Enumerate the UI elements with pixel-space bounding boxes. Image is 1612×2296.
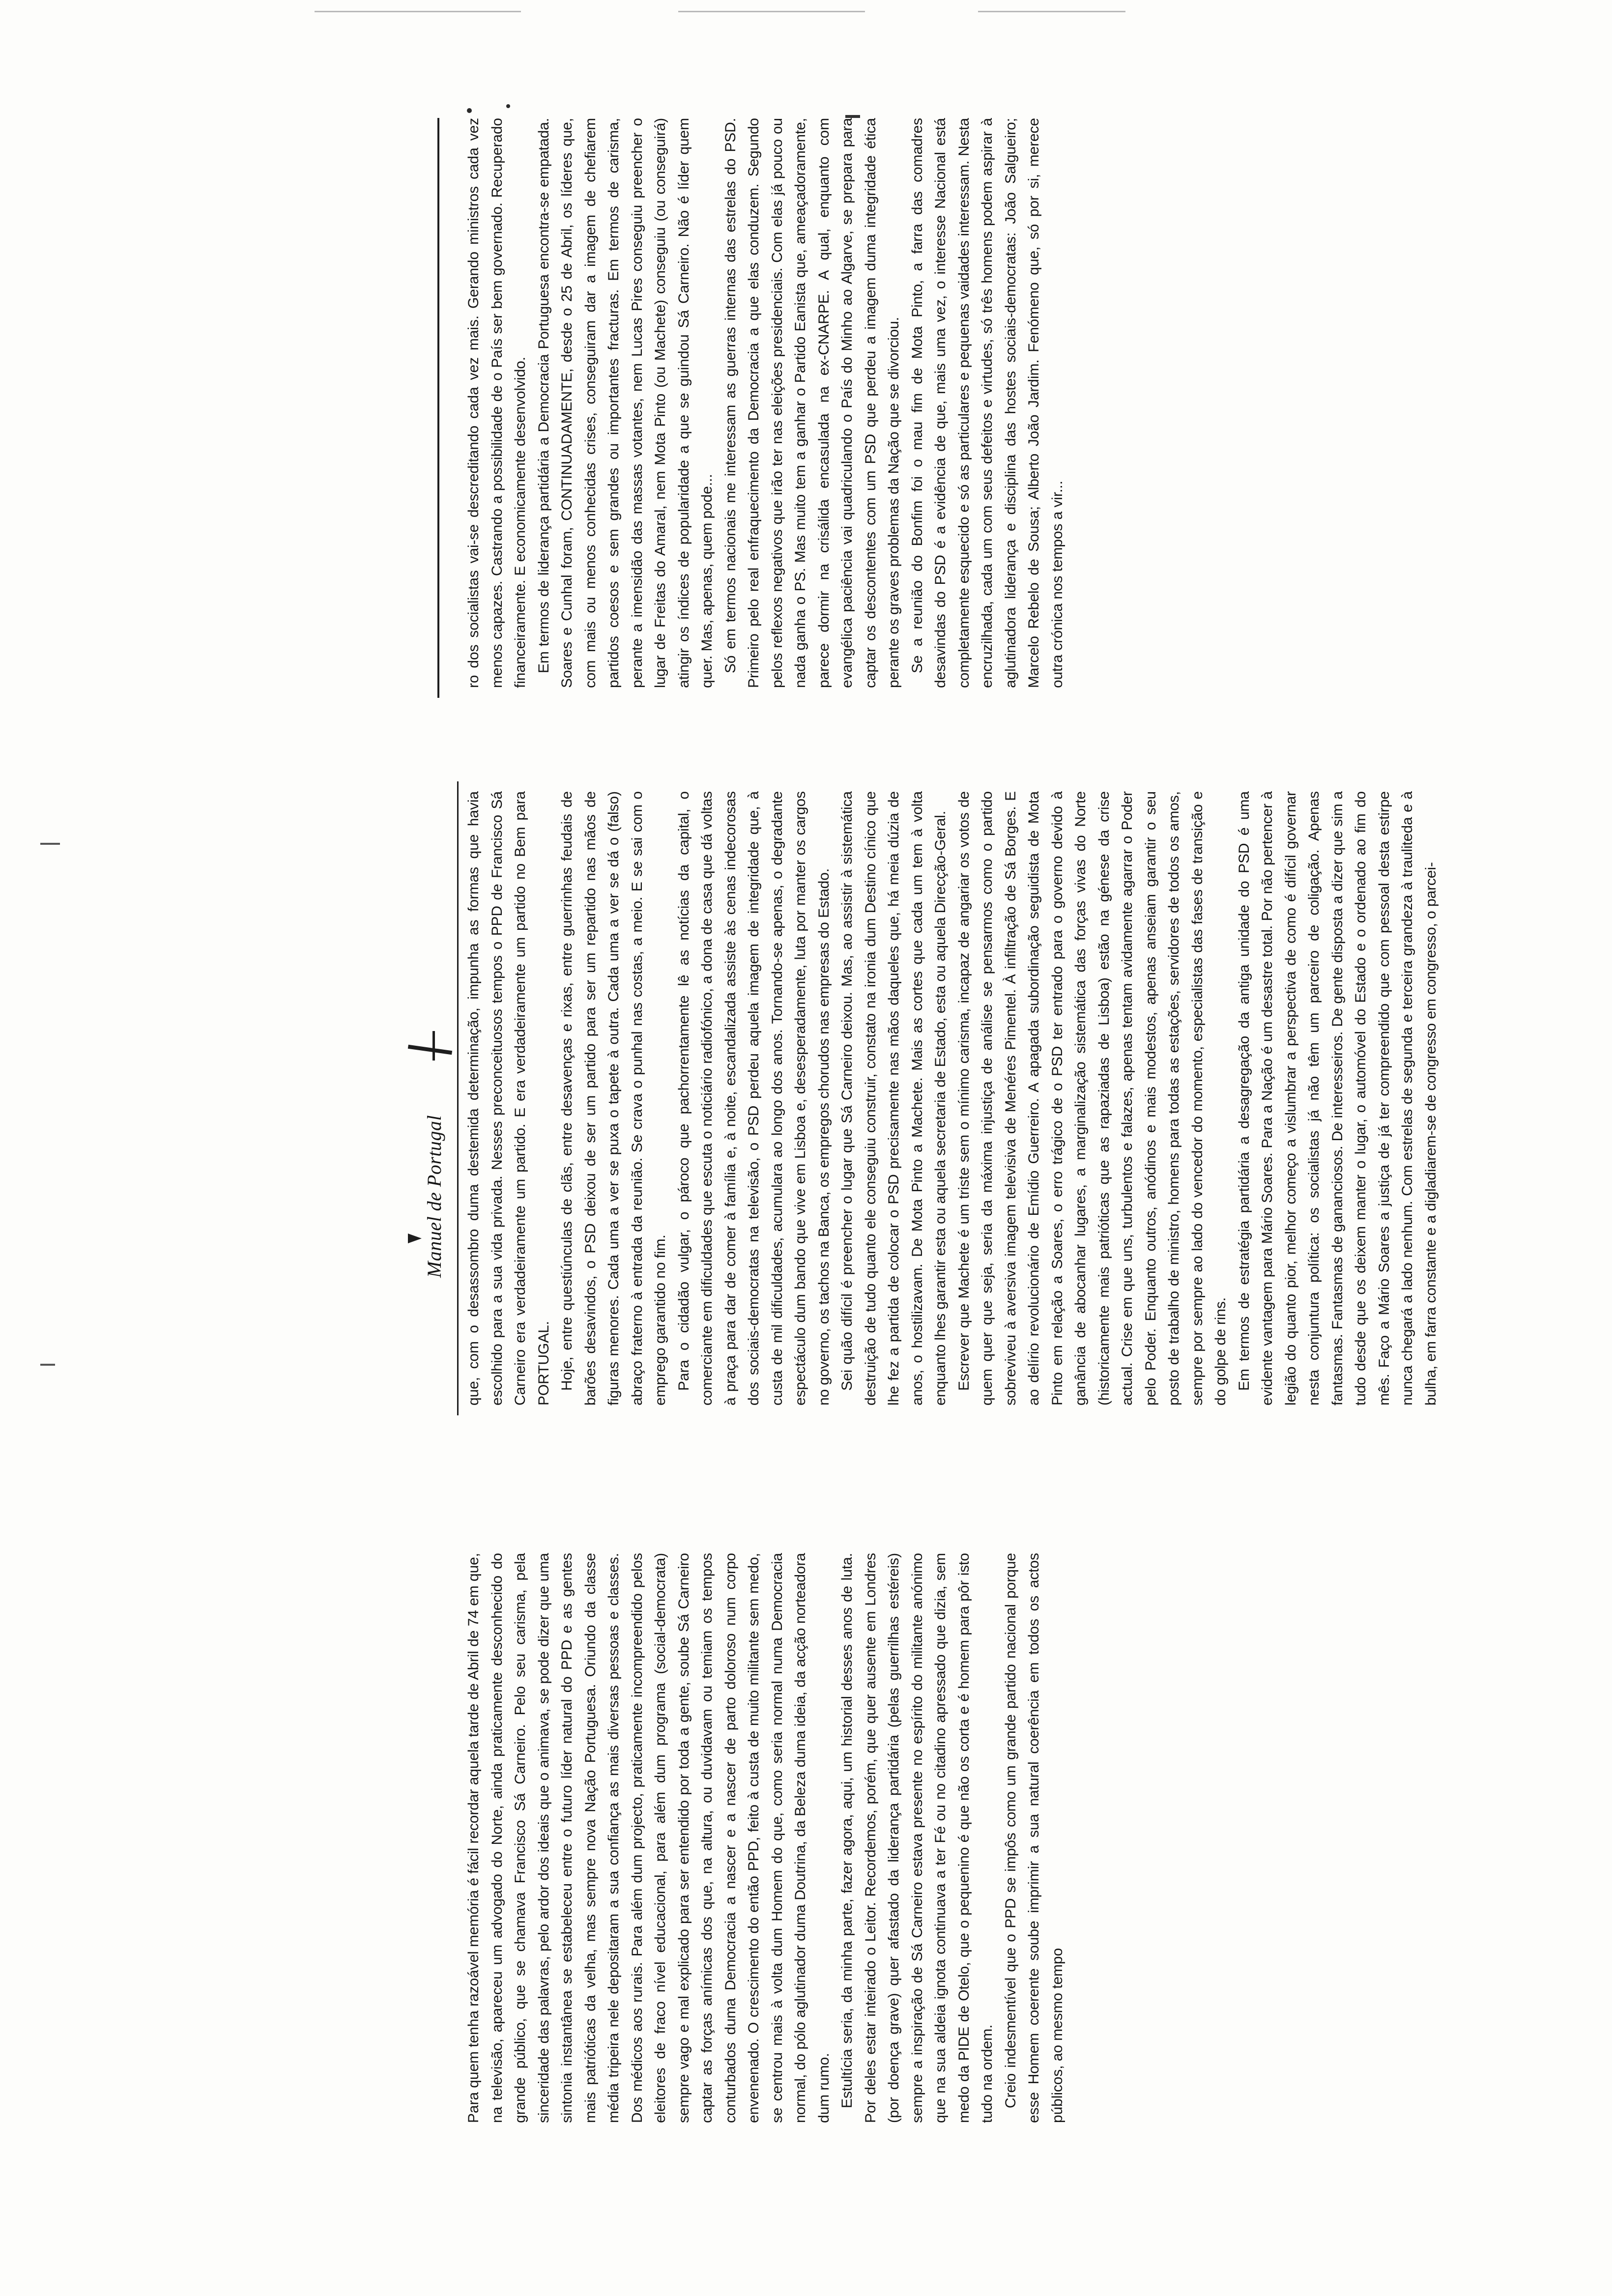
newspaper-clipping — [403, 79, 1612, 2152]
paragraph: Em termos de estratégia partidária a desagregação da antiga unidade do PSD é uma evidente vantagem para Mário Soares. Para a Nação é um desastre total. Por não pertencer à legião do quanto pior, melhor começo a vislumbrar a perspectiva de como é difícil governar nesta conjuntura política: os socialistas já não têm um parceiro de coligação. Apenas fantasmas. Fantasmas de gananciosos. De interesseiros. De gente disposta a dizer que sim a tudo desde que os deixem manter o lugar, o automóvel do Estado e o ordenado ao fim do mês. Faço a Mário Soares a justiça de já ter compreendido que com pessoal desta estirpe nunca chegará a lado nenhum. Com estrelas de segunda e terceira grandeza à trauliteda e à bulha, em farra constante e a digladiarem-se de congresso em congresso, o parcei- — [1236, 791, 1439, 1406]
paragraph: Em termos de liderança partidária a Democracia Portuguesa encontra-se empatada. Soares e Cunhal foram, CONTINUADAMENTE, desde o 25 de Abril, os líderes que, com mais ou menos conhecidas crises, conseguiram dar a imagem de chefiarem partidos coesos e sem grandes ou importantes fracturas. Em termos de carisma, perante a imensidão das massas votantes, nem Lucas Pires conseguiu preencher o lugar de Freitas do Amaral, nem Mota Pinto (ou Machete) conseguiu (ou conseguirá) atingir os índices de popularidade a que se guindou Sá Carneiro. Não é líder quem quer. Mas, apenas, quem pode... — [535, 118, 715, 688]
byline-marker-glyph — [408, 1234, 422, 1243]
left-margin-mark-1 — [40, 843, 60, 845]
ink-mark — [408, 1045, 452, 1055]
top-edge-mark-3 — [978, 11, 1125, 12]
paragraph: Se a reunião do Bonfim foi o mau fim de Mota Pinto, a farra das comadres desavindas do PSD é a evidência de que, mais uma vez, o interesse Nacional está completamente esquecido e só as particulares e pequenas vaidades interessam. Nesta encruzilhada, cada um com seus defeitos e virtudes, só três homens podem aspirar à aglutinadora liderança e disciplina das hostes sociais-democratas: João Salgueiro; Marcelo Rebelo de Sousa; Alberto João Jardim. Fenómeno que, só por si, merece outra crónica nos tempos a vir... — [909, 118, 1065, 688]
article-column-1 — [462, 1553, 1612, 2123]
paragraph: Sei quão difícil é preencher o lugar que Sá Carneiro deixou. Mas, ao assistir à sistemática destruição de tudo quanto ele conseguiu construir, constato na ironia dum Destino cínico que lhe fez a partida de colocar o PSD precisamente nas mãos daqueles que, há meia dúzia de anos, o hostilizavam. De Mota Pinto a Machete. Mais as cortes que cada um tem à volta enquanto lhes garantir esta ou aquela secretaria de Estado, esta ou aquela Direcção-Geral. — [839, 791, 949, 1406]
paragraph: ro dos socialistas vai-se descreditando cada vez mais. Gerando ministros cada vez menos capazes. Castrando a possibilidade de o País ser bem governado. Recuperado financeiramente. E economicamente desenvolvido. — [465, 118, 528, 688]
paragraph: Para o cidadão vulgar, o pároco que pachorrentamente lê as notícias da capital, o comerciante em dificuldades que escuta o noticiário radiofónico, a dona de casa que dá voltas à praça para dar de comer à família e, à noite, escandalizada assiste às cenas indecorosas dos sociais-democratas na televisão, o PSD perdeu aquela imagem de integridade que, à custa de mil dificuldades, acumulara ao longo dos anos. Tornando-se apenas, o degradante espectáculo dum bando que vive em Lisboa e, desesperadamente, luta por manter os cargos no governo, os tachos na Banca, os empregos chorudos nas empresas do Estado. — [675, 791, 832, 1406]
paragraph: Estultícia seria, da minha parte, fazer agora, aqui, um historial desses anos de luta. Por deles estar inteirado o Leitor. Recordemos, porém, que quer ausente em Londres (por doença grave) quer afastado da liderança partidária (pelas guerrilhas estéreis) sempre a inspiração de Sá Carneiro estava presente no espírito do militante anónimo que na sua aldeia ignota continuava a ter Fé ou no citadino apressado que dizia, sem medo da PIDE de Otelo, que o pequenino é que não os corta e é homem para pôr isto tudo na ordem. — [839, 1553, 995, 2123]
top-edge-mark-1 — [315, 11, 521, 12]
scan-speck — [467, 108, 472, 113]
paragraph: Creio indesmentível que o PPD se impôs como um grande partido nacional porque esse Homem coerente soube imprimir a sua natural coerência em todos os actos públicos, ao mesmo tempo — [1002, 1553, 1065, 2123]
top-rule — [437, 118, 439, 698]
scan-speck — [506, 104, 510, 108]
ink-mark — [432, 1031, 435, 1061]
paragraph: que, com o desassombro duma destemida determinação, impunha as formas que havia escolhido para a sua vida privada. Nesses preconceituosos tempos o PPD de Francisco Sá Carneiro era verdadeiramente um partido. E era verdadeiramente um partido no Bem para PORTUGAL. — [465, 791, 552, 1406]
byline-rule — [457, 781, 459, 1415]
byline: Manuel de Portugal — [423, 1115, 445, 1278]
left-margin-mark-2 — [40, 1364, 55, 1366]
article-column-3 — [462, 118, 1612, 688]
paragraph: Hoje, entre questiúnculas de clãs, entre desavenças e rixas, entre guerrinhas feudais de barões desavindos, o PSD deixou de ser um partido para ser um repartido nas mãos de figuras menores. Cada uma a ver se puxa o tapete à outra. Cada uma a ver se dá o (falso) abraço fraterno à entrada da reunião. Se crava o punhal nas costas, a meio. E se sai com o emprego garantido no fim. — [559, 791, 668, 1406]
paragraph: Para quem tenha razoável memória é fácil recordar aquela tarde de Abril de 74 em que, na televisão, apareceu um advogado do Norte, ainda praticamente desconhecido do grande público, que se chamava Francisco Sá Carneiro. Pelo seu carisma, pela sinceridade das palavras, pelo ardor dos ideais que o animava, se pode dizer que uma sintonia instantânea se estabeleceu entre o futuro líder natural do PPD e as gentes mais patrióticas da velha, mas sempre nova Nação Portuguesa. Oriundo da classe média tripeira nele depositaram a sua confiança as mais diversas pessoas e classes. Dos médicos aos rurais. Para além dum projecto, praticamente incompreendido pelos eleitores de fraco nível educacional, para além dum programa (social-democrata) sempre vago e mal explicado para ser entendido por toda a gente, soube Sá Carneiro captar as forças anímicas dos que, na altura, ou duvidavam ou temiam os tempos conturbados duma Democracia a nascer e a nascer de parto doloroso num corpo envenenado. O crescimento do então PPD, feito à custa de muito militante sem medo, se centrou mais à volta dum Homem do que, como seria normal numa Democracia normal, do pólo aglutinador duma Doutrina, da Beleza duma ideia, da acção norteadora dum rumo. — [465, 1553, 832, 2123]
article-column-2 — [462, 791, 1612, 1406]
top-edge-mark-2 — [678, 11, 865, 12]
paragraph: Escrever que Machete é um triste sem o mínimo carisma, incapaz de angariar os votos de quem quer que seja, seria da máxima injustiça de análise se pensarmos como o partido sobreviveu à aversiva imagem televisiva de Menéres Pimentel. À infiltração de Sá Borges. E ao delírio revolucionário de Emídio Guerreiro. A apagada subordinação seguidista de Mota Pinto em relação a Soares, o erro trágico de o PSD ter entrado para o governo devido à ganância de abocanhar lugares, a marginalização sistemática das forças vivas do Norte (historicamente mais patrióticas que as rapaziadas de Lisboa) estão na génese da crise actual. Crise em que uns, turbulentos e falazes, apenas tentam avidamente agarrar o Poder pelo Poder. Enquanto outros, anódinos e mais modestos, apenas anseiam garantir o seu posto de trabalho de ministro, homens para todas as estações, servidores de todos os amos, sempre por sempre ao lado do vencedor do momento, especialistas das fases de transição e do golpe de rins. — [955, 791, 1229, 1406]
paragraph: Só em termos nacionais me interessam as guerras internas das estrelas do PSD. Primeiro pelo real enfraquecimento da Democracia a que elas conduzem. Segundo pelos reflexos negativos que irão ter nas eleições presidenciais. Com elas já pouco ou nada ganha o PS. Mas muito tem a ganhar o Partido Eanista que, ameaçadoramente, parece dormir na crisálida encasulada na ex-CNARPE. A qual, enquanto com evangélica paciência vai quadriculando o País do Minho ao Algarve, se prepara para captar os descontentes com um PSD que perdeu a imagem duma integridade ética perante os graves problemas da Nação que se divorciou. — [722, 118, 902, 688]
